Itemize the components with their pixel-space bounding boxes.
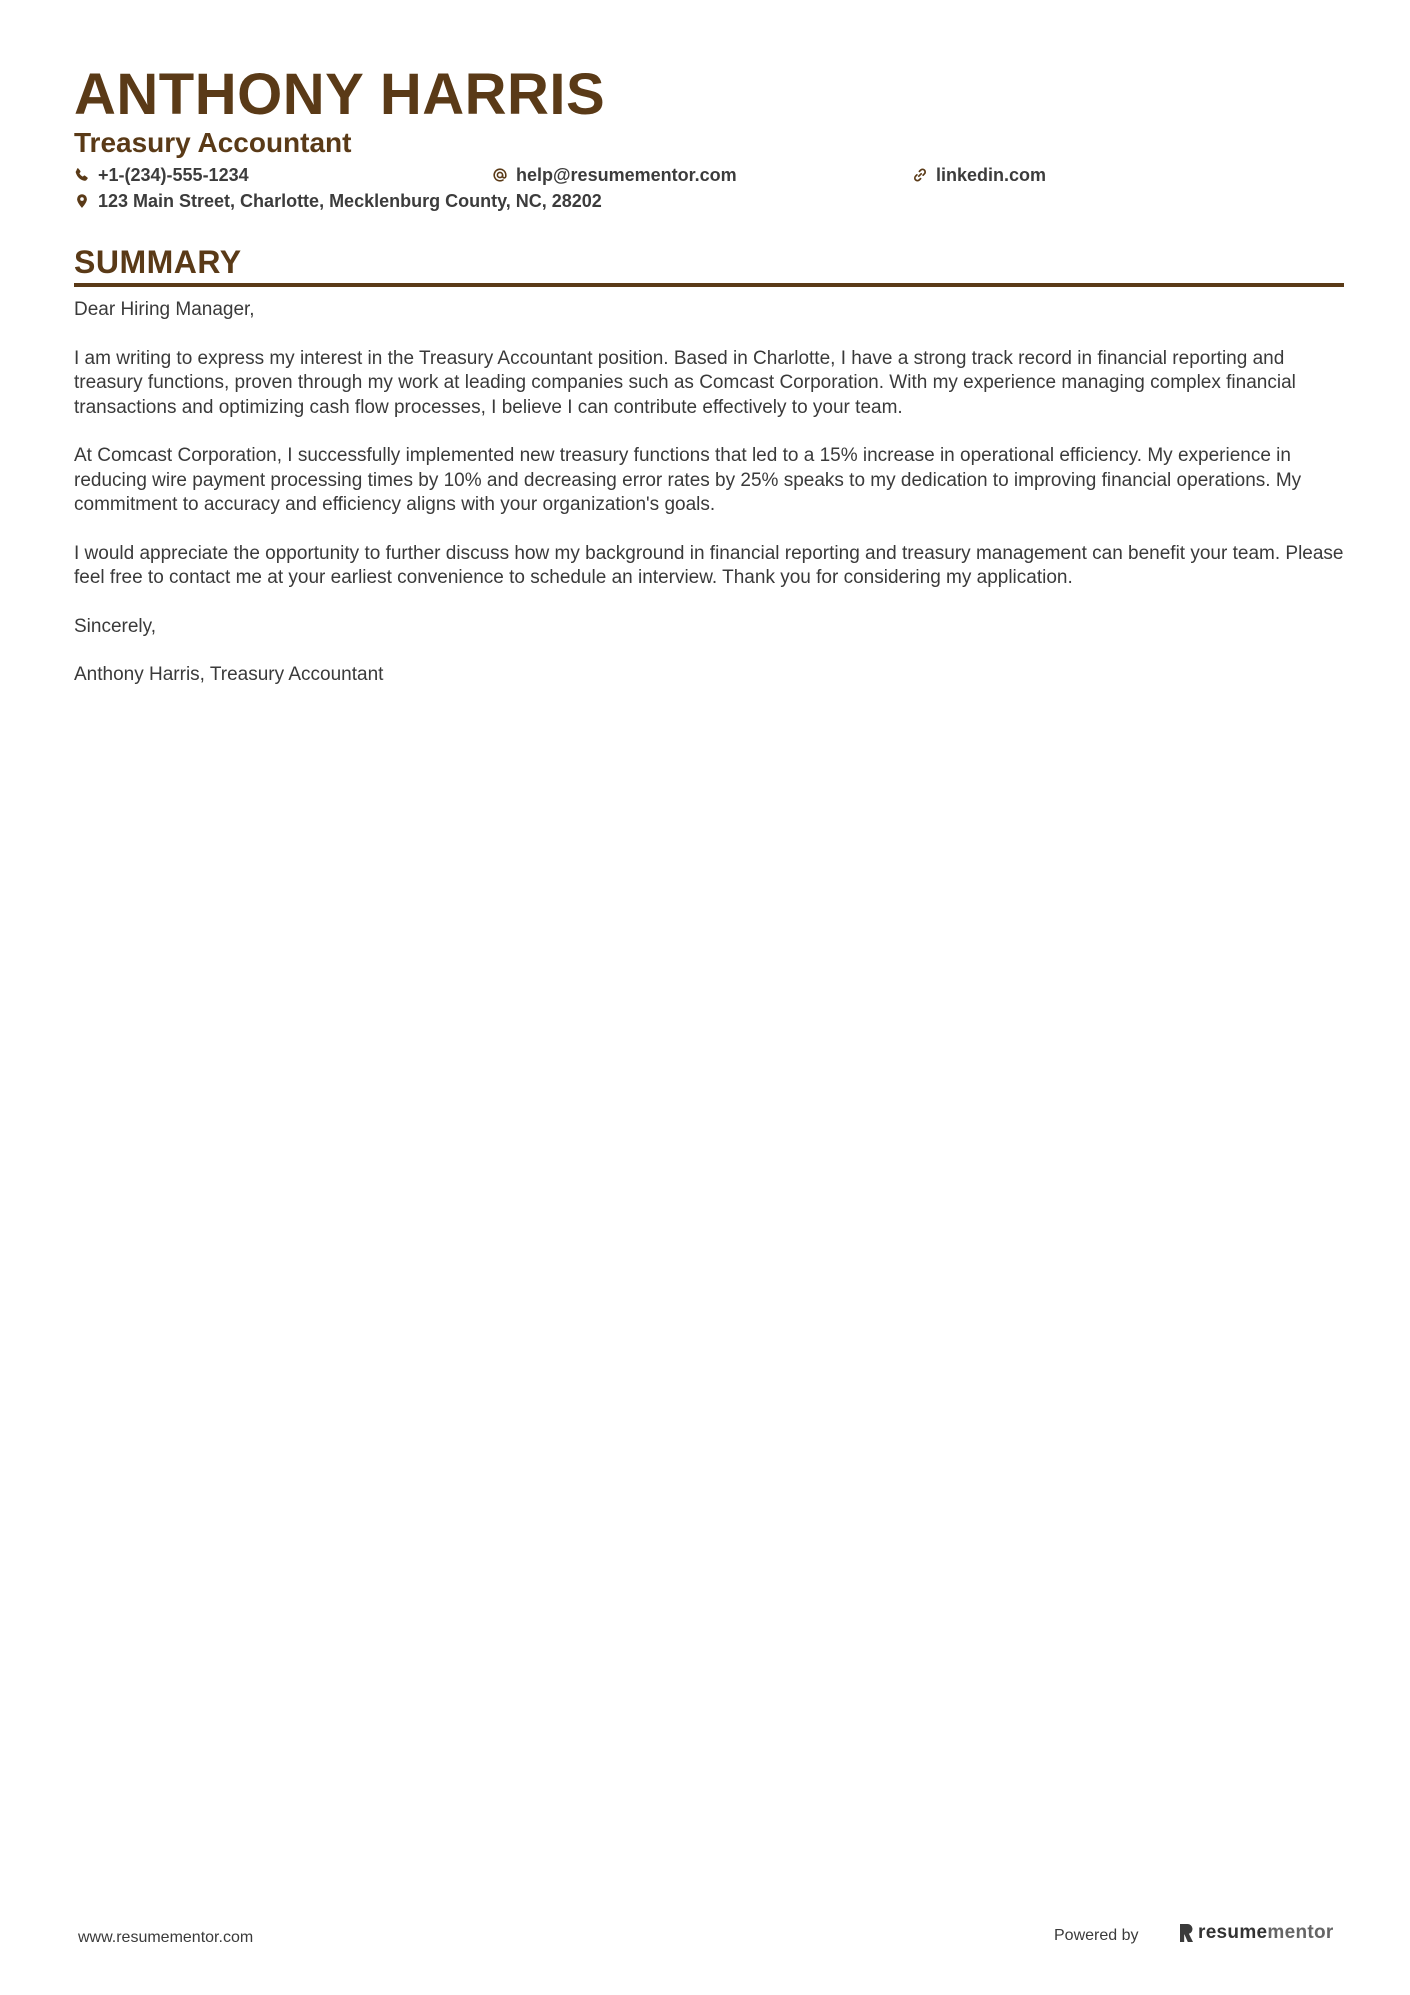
section-divider xyxy=(74,283,1344,287)
letter-closing: Sincerely, xyxy=(74,615,157,637)
phone-icon xyxy=(74,167,90,183)
resumementor-logo[interactable] xyxy=(1178,1922,1334,1944)
contact-address xyxy=(74,189,602,213)
letter-signature: Anthony Harris, Treasury Accountant xyxy=(74,664,384,685)
letter-paragraph: At Comcast Corporation, I successfully implemented new treasury functions that led to a 15% increase in operational efficiency. My experience in reducing wire payment processing times by 10% and decreasing error rates by 25% speaks to my dedication to improving financial operations. My commitment to accuracy and efficiency aligns with your organization's goals. xyxy=(74,445,1302,515)
letter-paragraph: I am writing to express my interest in the Treasury Accountant position. Based in Charlotte, I have a strong track record in financial reporting and treasury functions, proven through my work at leading companies such as Comcast Corporation. With my experience managing complex financial transactions and optimizing cash flow processes, I believe I can contribute effectively to your team. xyxy=(74,347,1296,418)
contact-email[interactable] xyxy=(492,163,737,187)
brand-name-strong: resume xyxy=(1198,1922,1268,1943)
location-pin-icon xyxy=(74,193,90,209)
document-page xyxy=(74,0,1344,1995)
address-text: 123 Main Street, Charlotte, Mecklenburg County, NC, 28202 xyxy=(98,191,602,211)
powered-by-label: Powered by xyxy=(1054,1927,1139,1944)
link-icon xyxy=(912,167,928,183)
letter-paragraph: I would appreciate the opportunity to further discuss how my background in financial reporting and treasury management can benefit your team. Please feel free to contact me at your earliest convenience to schedule an interview. Thank you for considering my application. xyxy=(74,542,1344,588)
job-title: Treasury Accountant xyxy=(74,127,352,158)
link-text: linkedin.com xyxy=(936,165,1047,185)
brand-name-light: mentor xyxy=(1267,1922,1334,1943)
letter-salutation: Dear Hiring Manager, xyxy=(74,299,255,320)
resumementor-logo-icon xyxy=(1178,1923,1194,1943)
phone-text: +1-(234)-555-1234 xyxy=(98,165,249,185)
contact-link[interactable] xyxy=(912,163,1046,187)
section-heading-summary: SUMMARY xyxy=(74,244,242,280)
at-icon xyxy=(492,167,508,183)
footer-website-link[interactable]: www.resumementor.com xyxy=(78,1929,254,1946)
cover-letter-body xyxy=(74,298,1344,712)
email-text: help@resumementor.com xyxy=(516,165,737,185)
contact-phone[interactable] xyxy=(74,163,249,187)
candidate-name: ANTHONY HARRIS xyxy=(74,62,606,127)
